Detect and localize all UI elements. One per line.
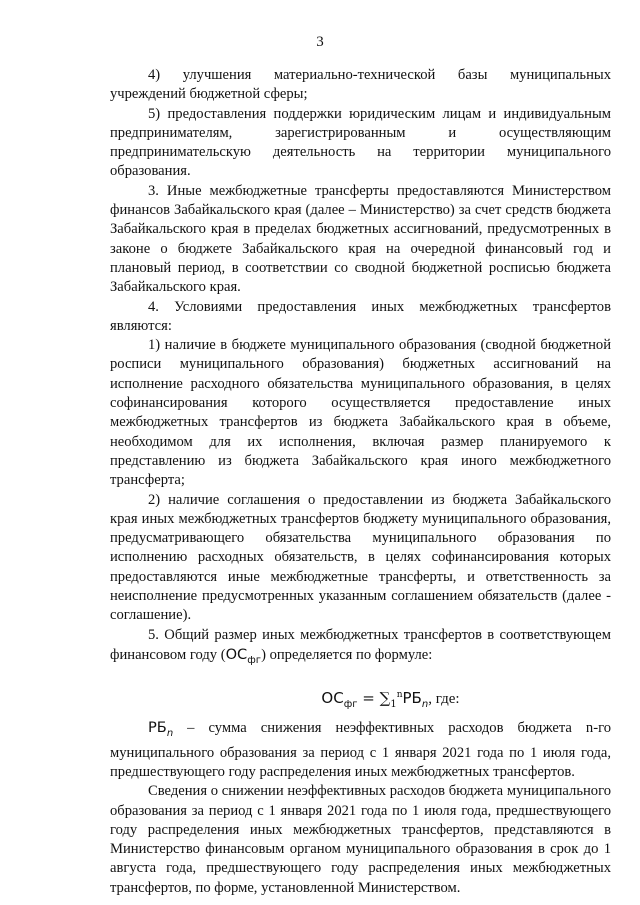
- list-item-5: 5) предоставления поддержки юридическим лицам и индивидуальным предпринимателям, зарегистрированным и осуществляющим предпринимательскую деятельность на территории муниципального образования.: [110, 105, 611, 180]
- condition-1: 1) наличие в бюджете муниципального образования (сводной бюджетной росписи муниципального образования) бюджетных ассигнований на исполнение расходного обязательства муниципального образования, в целях софинансирования которого осуществляется предоставление иных межбюджетных трансфертов из бюджета Забайкальского края в объеме, необходимом для их исполнения, включая размер планируемого к представлению из бюджета Забайкальского края иного межбюджетного трансферта;: [110, 337, 611, 489]
- formula-sum: $\sum_1^n$: [379, 689, 403, 711]
- list-item-4: 4) улучшения материально-технической базы муниципальных учреждений бюджетной сферы;: [110, 67, 611, 103]
- paragraph-3: 3. Иные межбюджетные трансферты предоставляются Министерством финансов Забайкальского края (далее – Министерство) за счет средств бюджета Забайкальского края в пределах бюджетных ассигнований, предусмотренных в законе о бюджете Забайкальского края на очередной финансовый год и плановый период, в соответствии со сводной бюджетной росписью бюджета Забайкальского края.: [110, 182, 611, 296]
- page-number: 3: [316, 34, 324, 50]
- formula-rb: $РБ_n$: [402, 689, 429, 711]
- formula-equals: =: [357, 689, 380, 708]
- document-body: [110, 66, 611, 898]
- paragraph-5: [110, 626, 611, 671]
- paragraph-info: Сведения о снижении неэффективных расходов бюджета муниципального образования за период с 1 января 2021 года по 1 июля года, предшествующего году распределения иных межбюджетных трансфертов, представляются в Министерство финансовым органом муниципального образования в срок до 1 августа года, предшествующего году распределения иных межбюджетных трансфертов, по форме, установленной Министерством.: [110, 783, 611, 896]
- condition-2: 2) наличие соглашения о предоставлении из бюджета Забайкальского края иных межбюджетных трансфертов бюджету муниципального образования, предусматривающего обязательства муниципального образования по исполнению расходных обязательств, в целях софинансирования которых предоставляются иные межбюджетные трансферты, и ответственность за неисполнение предусмотренных указанным соглашением обязательств (далее - соглашение).: [110, 491, 611, 624]
- inline-formula-os: $ОС_{фг}$: [225, 645, 262, 666]
- formula-tail: , где:: [428, 691, 460, 708]
- formula: [110, 686, 611, 714]
- paragraph-5-text-a: 5. Общий размер иных межбюджетных трансфертов в соответствующем финансовом году (: [110, 626, 611, 663]
- formula-lhs: $ОС_{фг}$: [321, 689, 358, 711]
- paragraph-5-text-b: ) определяется по формуле:: [261, 646, 433, 663]
- rb-term: $РБ_n$: [148, 719, 174, 740]
- rb-definition-text: – сумма снижения неэффективных расходов бюджета n-го муниципального образования за период с 1 января 2021 года по 1 июля года, предшествующего году распределения иных межбюджетных трансфертов.: [110, 720, 611, 780]
- paragraph-4: 4. Условиями предоставления иных межбюджетных трансфертов являются:: [110, 298, 611, 334]
- rb-definition: [110, 718, 611, 782]
